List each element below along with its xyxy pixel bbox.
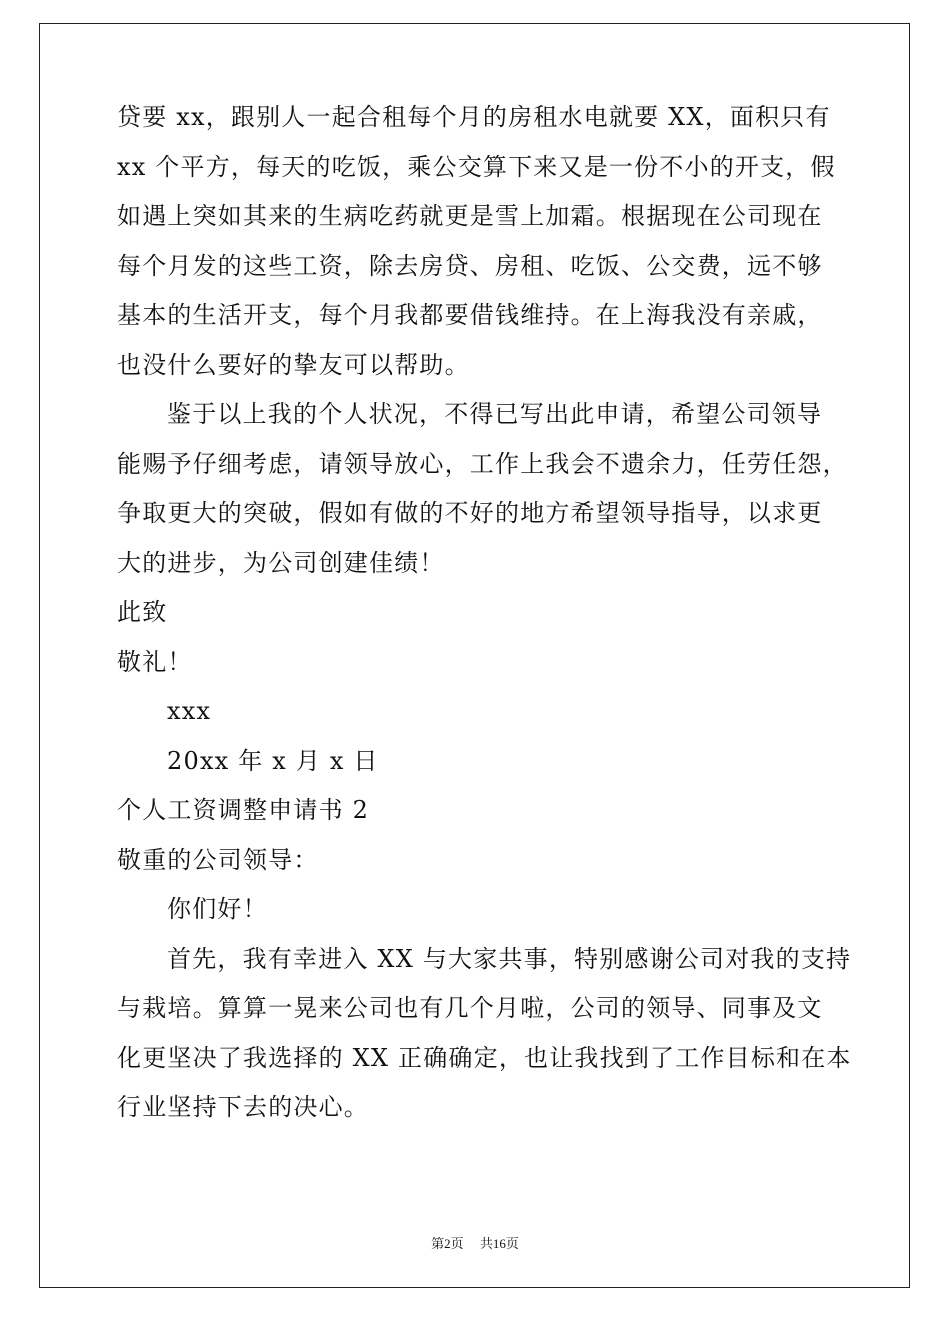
body-line: 首先，我有幸进入 XX 与大家共事，特别感谢公司对我的支持 [167, 944, 852, 973]
body-line: 鉴于以上我的个人状况，不得已写出此申请，希望公司领导 [167, 400, 823, 428]
body-line: 大的进步，为公司创建佳绩！ [117, 548, 445, 577]
body-line: 行业坚持下去的决心。 [117, 1093, 369, 1121]
body-line: 如遇上突如其来的生病吃药就更是雪上加霜。根据现在公司现在 [117, 202, 823, 230]
page-number-footer: 第2页 共16页 [431, 1236, 519, 1251]
signature-date: 20xx 年 x 月 x 日 [167, 746, 379, 775]
body-line: 每个月发的这些工资，除去房贷、房租、吃饭、公交费，远不够 [117, 251, 823, 280]
greeting-hello: 你们好！ [167, 895, 268, 923]
body-line: 与栽培。算算一晃来公司也有几个月啦，公司的领导、同事及文 [117, 994, 823, 1022]
body-line: 能赐予仔细考虑，请领导放心，工作上我会不遗余力，任劳任怨， [117, 449, 848, 478]
body-line: 也没什么要好的挚友可以帮助。 [117, 350, 470, 379]
body-line: 化更坚决了我选择的 XX 正确确定，也让我找到了工作目标和在本 [117, 1043, 852, 1072]
body-line: 贷要 xx，跟别人一起合租每个月的房租水电就要 XX，面积只有 [117, 103, 831, 131]
greeting-recipient: 敬重的公司领导： [117, 845, 319, 874]
signature-name: xxx [167, 697, 212, 725]
body-line: 争取更大的突破，假如有做的不好的地方希望领导指导，以求更 [117, 499, 823, 527]
closing-regards: 敬礼！ [117, 647, 193, 676]
document-body [117, 93, 852, 1133]
closing-salutation: 此致 [117, 598, 168, 626]
section-title: 个人工资调整申请书 2 [117, 796, 370, 824]
body-line: xx 个平方，每天的吃饭，乘公交算下来又是一份不小的开支，假 [117, 152, 836, 181]
body-line: 基本的生活开支，每个月我都要借钱维持。在上海我没有亲戚， [117, 301, 823, 329]
